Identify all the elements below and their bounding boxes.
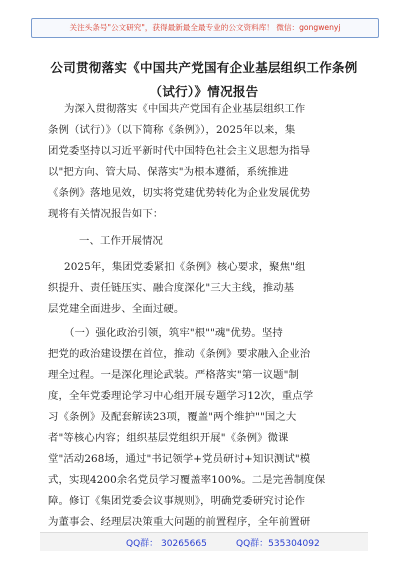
body-line: 为董事会、经理层决策重大问题的前置程序，全年前置研 (48, 516, 311, 528)
document-title-line-2: （试行）》情况报告 (149, 84, 259, 99)
body-line: 条例（试行）》（以下简称《条例》），2025年以来，集 (48, 124, 296, 136)
qq-group-2: QQ群：535304092 (236, 539, 320, 549)
body-line: 团党委坚持以习近平新时代中国特色社会主义思想为指导 (48, 145, 311, 157)
footer-bar (40, 532, 368, 551)
body-line: 为深入贯彻落实《中国共产党国有企业基层组织工作 (64, 103, 306, 115)
document-title-line-1: 公司贯彻落实《中国共产党国有企业基层组织工作条例 (50, 60, 358, 75)
body-line: 现将有关情况报告如下： (48, 208, 164, 220)
body-line: （一）强化政治引领，筑牢"根""魂"优势。坚持 (64, 327, 283, 339)
body-line: 以"把方向、管大局、保落实"为根本遵循，系统推进 (48, 166, 289, 178)
body-line: 2025年，集团党委紧扣《条例》核心要求，聚焦"组 (64, 261, 306, 273)
body-line: 织提升、责任链压实、融合度深化"三大主线，推动基 (48, 282, 295, 294)
body-line: 把党的政治建设摆在首位，推动《条例》要求融入企业治 (48, 348, 311, 360)
body-line: 层党建全面进步、全面过硬。 (48, 303, 185, 315)
body-line: 度，全年党委理论学习中心组开展专题学习12次，重点学 (48, 390, 314, 402)
body-line: 障。修订《集团党委会议事规则》，明确党委研究讨论作 (48, 495, 306, 507)
body-line: 理全过程。一是深化理论武装。严格落实"第一议题"制 (48, 369, 300, 381)
body-line: 者"等核心内容；组织基层党组织开展"《条例》微课 (48, 432, 289, 444)
body-line: 式，实现4200余名党员学习覆盖率100%。二是完善制度保 (48, 474, 326, 486)
qq-group-1: QQ群： 30265665 (126, 539, 207, 549)
body-line: 《条例》落地见效，切实将党建优势转化为企业发展优势 (48, 187, 311, 199)
body-line: 习《条例》及配套解读23项，覆盖"两个维护""国之大 (48, 411, 297, 423)
promo-banner: 关注头条号"公文研究"，获得最新最全最专业的公文资料库！ 微信：gongwenyj (31, 18, 379, 38)
body-line: 堂"活动268场，通过"书记领学+党员研讨+知识测试"模 (48, 453, 311, 465)
section-heading: 一、工作开展情况 (79, 235, 163, 247)
